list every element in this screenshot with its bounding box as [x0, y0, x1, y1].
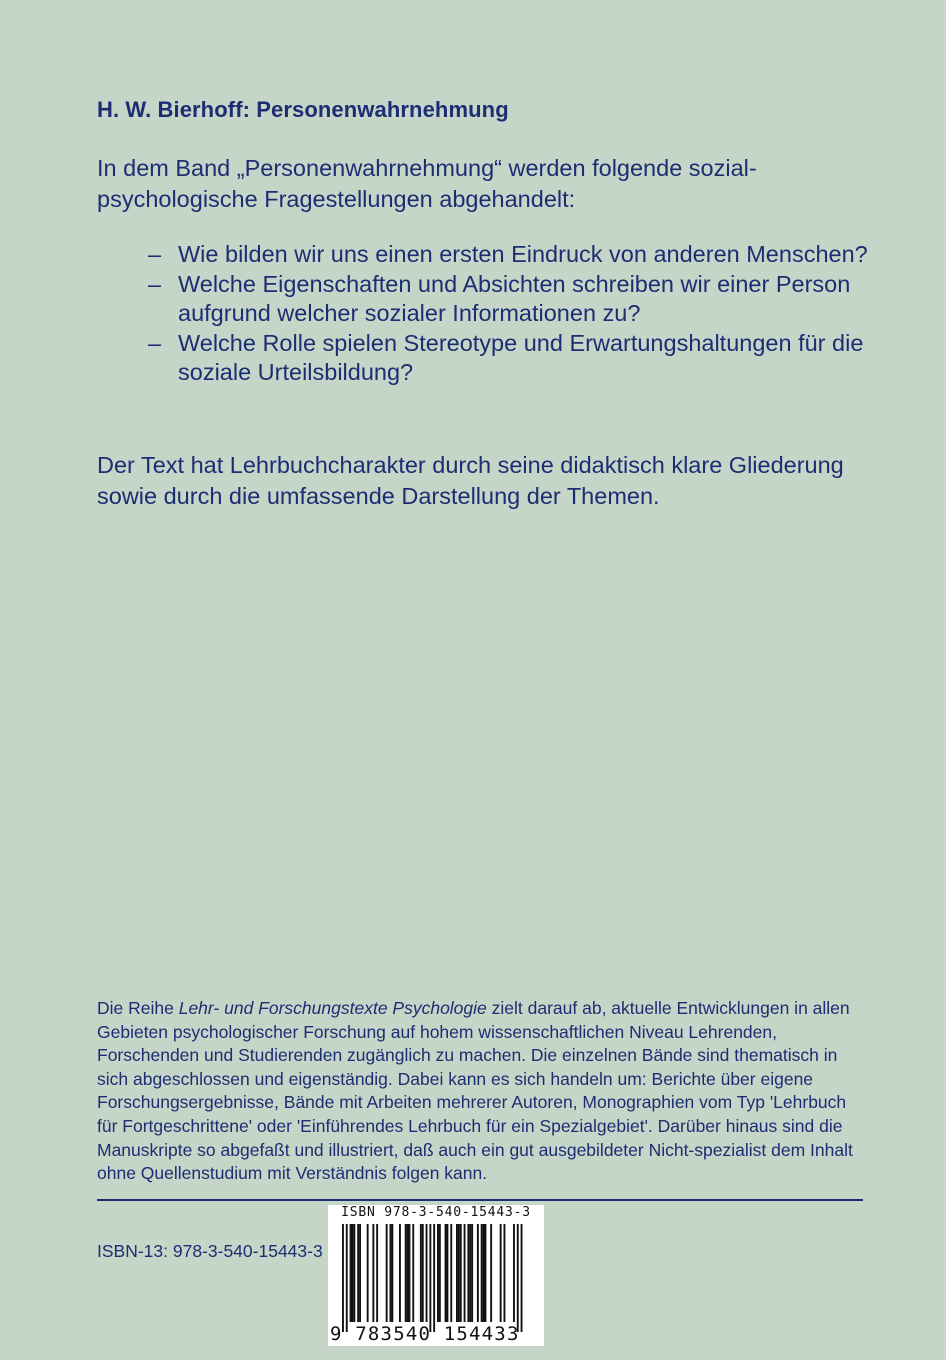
bullet-dash: – — [148, 270, 162, 297]
intro-paragraph: In dem Band „Personenwahrnehmung“ werden folgende sozial-psychologische Fragestellungen abgehandelt: — [97, 155, 757, 212]
series-lead: Die Reihe — [97, 998, 179, 1018]
barcode-bar — [359, 1224, 361, 1322]
barcode-bar — [513, 1224, 515, 1322]
series-name: Lehr- und Forschungstexte Psychologie — [178, 998, 487, 1018]
barcode-bar — [458, 1224, 460, 1322]
barcode-bar — [433, 1224, 435, 1332]
series-body: zielt darauf ab, aktuelle Entwicklungen in allen Gebieten psychologischer Forschung auf hohem wissenschaftlichen Niveau Lehrenden, Forschenden und Studierenden zugänglich zu machen. Die einzelnen Bände sind thematisch in sich abgeschlossen und eigenständig. Dabei kann es sich handeln um: Berichte über eigene Forschungsergebnisse, Bände mit Arbeiten mehrerer Autoren, Monographien vom Typ 'Lehrbuch für Fortgeschrittene' oder 'Einführendes Lehrbuch für ein Spezialgebiet'. Darüber hinaus sind die Manuskripte so abgefaßt und illustriert, daß auch ein gut ausgebildeter Nicht-spezialist dem Inhalt ohne Quellenstudium mit Verständnis folgen kann. — [97, 998, 853, 1184]
barcode-bar — [460, 1224, 462, 1322]
barcode-bar — [352, 1224, 354, 1322]
barcode-bar — [481, 1224, 483, 1322]
barcode — [328, 1205, 544, 1346]
barcode-bar — [477, 1224, 479, 1322]
barcode-bar — [439, 1224, 441, 1322]
barcode-bar — [485, 1224, 487, 1322]
barcode-bar — [399, 1224, 401, 1322]
barcode-bar — [445, 1224, 447, 1322]
barcode-bar — [467, 1224, 469, 1322]
barcode-bar — [390, 1224, 392, 1322]
barcode-bar — [426, 1224, 428, 1322]
list-item — [148, 240, 868, 270]
barcode-bar — [504, 1224, 506, 1322]
list-item-text: Welche Rolle spielen Stereotype und Erwartungshaltungen für die soziale Urteilsbildung? — [178, 329, 864, 385]
barcode-bar — [376, 1224, 378, 1322]
list-item-text: Welche Eigenschaften und Absichten schreiben wir einer Person aufgrund welcher sozialer Informationen zu? — [178, 270, 851, 326]
barcode-bar — [407, 1224, 409, 1322]
barcode-bar — [350, 1224, 352, 1322]
barcode-bar — [500, 1224, 502, 1322]
bullet-dash: – — [148, 241, 162, 267]
barcode-bar — [521, 1224, 523, 1332]
barcode-bar — [386, 1224, 388, 1322]
barcode-bar — [517, 1224, 519, 1332]
list-item — [148, 270, 868, 329]
list-item — [148, 329, 868, 388]
list-item-text: Wie bilden wir uns einen ersten Eindruck von anderen Menschen? — [178, 241, 868, 267]
barcode-bar — [456, 1224, 458, 1322]
isbn-label: ISBN-13: 978-3-540-15443-3 — [97, 1241, 323, 1261]
barcode-bar — [447, 1224, 449, 1322]
author-title: H. W. Bierhoff: Personenwahrnehmung — [97, 97, 509, 122]
barcode-bar — [437, 1224, 439, 1322]
barcode-bar — [391, 1224, 393, 1322]
barcode-bar — [490, 1224, 492, 1322]
barcode-bar — [409, 1224, 411, 1322]
barcode-bar — [372, 1224, 374, 1322]
barcode-bar — [469, 1224, 471, 1322]
divider-rule — [97, 1199, 863, 1201]
barcode-bar — [346, 1224, 348, 1332]
barcode-bar — [342, 1224, 344, 1332]
barcode-bar — [357, 1224, 359, 1322]
barcode-bar — [429, 1224, 431, 1332]
barcode-bar — [405, 1224, 407, 1322]
barcode-bar — [483, 1224, 485, 1322]
summary-paragraph: Der Text hat Lehrbuchcharakter durch seine didaktisch klare Gliederung sowie durch die umfassende Darstellung der Themen. — [97, 452, 844, 509]
question-list — [148, 240, 868, 388]
barcode-bar — [450, 1224, 452, 1322]
barcode-bar — [420, 1224, 422, 1322]
barcode-bar — [367, 1224, 369, 1322]
bullet-dash: – — [148, 329, 162, 356]
barcode-isbn-text: ISBN 978-3-540-15443-3 — [341, 1205, 531, 1220]
series-description — [97, 997, 867, 1186]
barcode-bar — [471, 1224, 473, 1322]
barcode-bar — [464, 1224, 466, 1322]
barcode-bar — [412, 1224, 414, 1322]
barcode-bar — [422, 1224, 424, 1322]
barcode-digits: 9 783540 154433 — [330, 1323, 520, 1345]
barcode-bar — [353, 1224, 355, 1322]
